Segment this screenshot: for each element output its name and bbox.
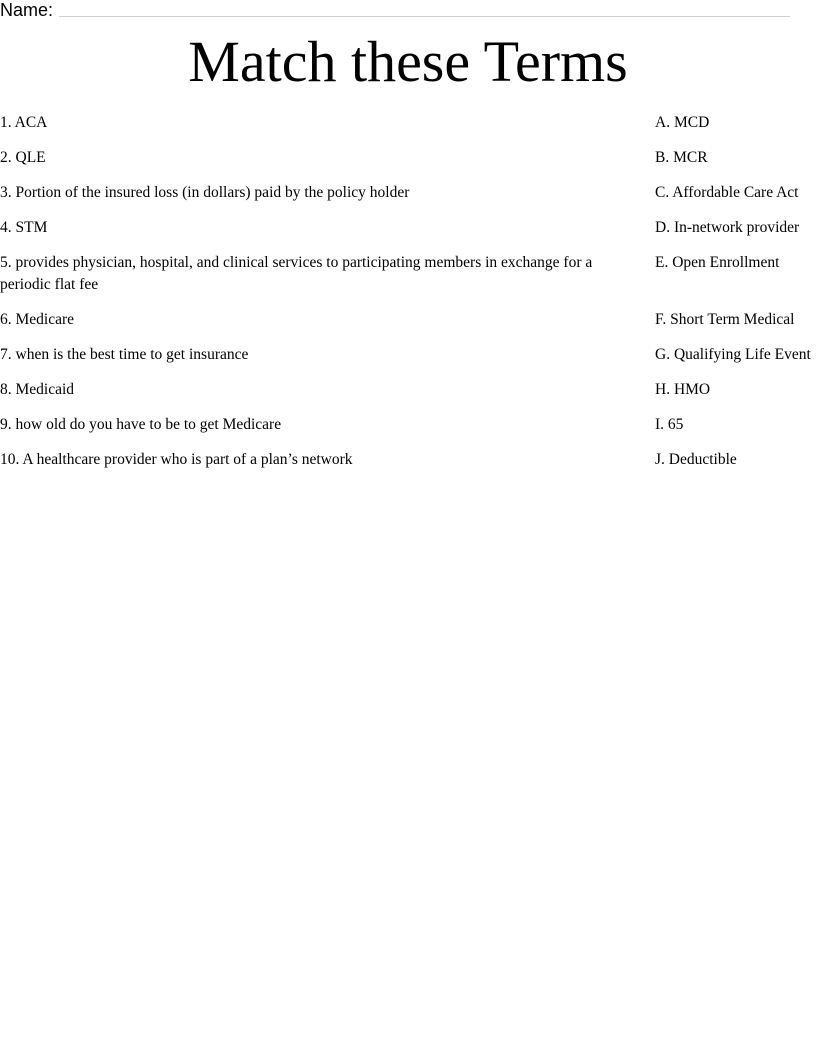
answer-item: D. In-network provider xyxy=(655,219,800,236)
term-item: 3. Portion of the insured loss (in dollars) paid by the policy holder xyxy=(0,184,410,201)
match-row xyxy=(0,182,816,204)
answer-item: A. MCD xyxy=(655,114,710,131)
answer-item: C. Affordable Care Act xyxy=(655,184,799,201)
term-item: 6. Medicare xyxy=(0,311,75,328)
answer-item: E. Open Enrollment xyxy=(655,254,780,271)
answer-item: G. Qualifying Life Event xyxy=(655,346,811,363)
match-row xyxy=(0,449,816,471)
name-label: Name: xyxy=(0,0,54,20)
answer-item: B. MCR xyxy=(655,149,708,166)
match-row xyxy=(0,252,816,296)
page-title: Match these Terms xyxy=(188,29,628,94)
term-item: 7. when is the best time to get insurance xyxy=(0,346,249,363)
match-row xyxy=(0,147,816,169)
match-row xyxy=(0,112,816,134)
answer-item: F. Short Term Medical xyxy=(655,311,795,328)
match-row xyxy=(0,217,816,239)
answer-item: I. 65 xyxy=(655,416,684,433)
term-item: 8. Medicaid xyxy=(0,381,75,398)
match-row xyxy=(0,414,816,436)
match-row xyxy=(0,344,816,366)
term-item: 9. how old do you have to be to get Medicare xyxy=(0,416,282,433)
match-row xyxy=(0,309,816,331)
term-item: 1. ACA xyxy=(0,114,48,131)
name-field-row xyxy=(0,0,790,22)
name-blank-line[interactable] xyxy=(59,16,790,17)
term-item: 2. QLE xyxy=(0,149,46,166)
term-item: 4. STM xyxy=(0,219,48,236)
term-item: 5. provides physician, hospital, and clinical services to participating members in exchange for a periodic flat fee xyxy=(0,254,593,293)
answer-item: J. Deductible xyxy=(655,451,737,468)
term-item: 10. A healthcare provider who is part of a plan’s network xyxy=(0,451,353,468)
match-row xyxy=(0,379,816,401)
matching-list xyxy=(0,112,816,484)
answer-item: H. HMO xyxy=(655,381,711,398)
